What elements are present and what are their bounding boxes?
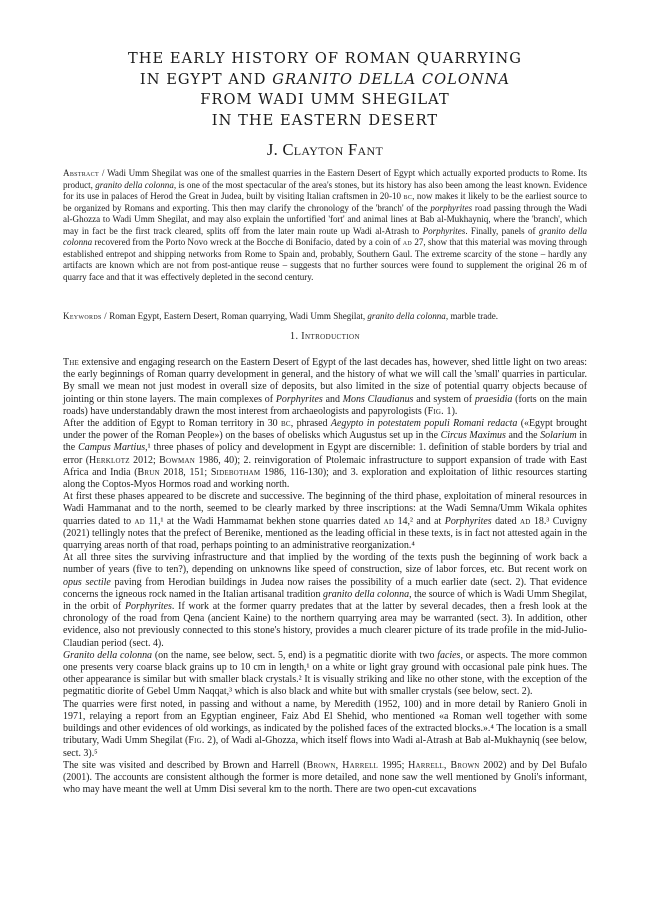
paragraph-7-run: 1995; xyxy=(378,759,409,771)
paragraph-3-run: dated xyxy=(491,515,521,527)
author-name: J. Clayton Fant xyxy=(266,140,384,159)
paragraph-2-run: Aegypto in potestatem populi Romani redacta xyxy=(330,418,518,430)
keywords-text-3: , marble trade. xyxy=(445,311,499,321)
paragraph-3-run: 11,¹ at the Wadi Hammamat bekhen stone quarries dated xyxy=(145,515,384,527)
paragraph-5-run: , or aspects. The more common one presents very coarse black grains up to 10 cm in length,¹ on a white or light gray ground with occasional pale pink hues. The other appearance is similar but with smaller black crystals.² It is visually striking and like no other stone, with the exception of the pegmatitic diorite of Gebel Umm Naqqat,³ which is also black and white but with smaller crystals (see below, sect. 2). xyxy=(63,649,588,698)
keywords-label: Keywords / xyxy=(63,311,107,321)
abstract-text-6: porphyrites xyxy=(430,202,473,213)
abstract-text-3: , is one of the most spectacular of the area's stones, but its history has also been among the least known. Evidence for its use in palaces of Herod the Great in Judea, built by visiting Italian craftsmen in 20-10 xyxy=(63,179,587,202)
paragraph-2-run: After the addition of Egypt to Roman territory in 30 xyxy=(63,418,281,430)
paragraph-2-run: , phrased xyxy=(290,418,331,430)
paragraph-7-run: 2002) and by Del Bufalo (2001). The accounts are consistent although the former is more detailed, and none saw the well mentioned by Gnoli's informant, who may have meant the well at Umm Disi several km to the north. There are two open-cut excavations xyxy=(63,759,587,796)
abstract-text-11: recovered from the Porto Novo wreck at the Bocche di Bonifacio, dated by a coin of xyxy=(92,237,403,248)
paragraph-4-run: , the source of which is Wadi Umm Shegilat, in the orbit of xyxy=(63,588,587,613)
paragraph-2 xyxy=(63,418,587,491)
paragraph-2-run: Sidebotham xyxy=(210,466,261,478)
abstract-text-8: Porphyrites xyxy=(422,225,466,236)
paragraph-1-run: Fig. 1 xyxy=(427,405,452,417)
paragraph-1-run: and xyxy=(322,393,343,405)
paragraph-2-run: bc xyxy=(281,418,291,430)
paragraph-4-run: . If work at the former quarry predates that at the latter by several decades, then a fresh look at the chronology of the road from Qena (ancient Kaine) to the northern quarrying area may be warranted (sect. 3). In addition, other evidence, also not previously connected to this stone's history, provides a much clearer picture of its trade profile in the mid-Julio-Claudian period (sect. 4). xyxy=(63,601,588,649)
paragraph-3-run: At first these phases appeared to be discrete and successive. The beginning of the third phase, exploitation of mineral resources in Wadi Hammanat and to the north, seemed to be clearly marked by three inscriptions: at the Wadi Semna/Umm Wikala ophites quarries dated to xyxy=(63,491,587,527)
abstract xyxy=(63,168,587,283)
paragraph-2-run: in the xyxy=(63,430,587,454)
paragraph-2-run: 2018, 151; xyxy=(159,466,211,478)
paragraph-3-run: 14,² and at xyxy=(394,515,445,527)
paragraph-4-run: granito della colonna xyxy=(322,588,410,600)
paragraph-2-run: 2012; xyxy=(129,454,160,466)
title-line-3: FROM WADI UMM SHEGILAT xyxy=(200,91,450,108)
paragraph-7-run: Harrell, Brown xyxy=(408,759,480,771)
paragraph-2-run: ,¹ three phases of policy and development in Egypt are discernible: 1. definition of stable borders by trial and error ( xyxy=(63,442,587,466)
paragraph-5-run: Granito della colonna xyxy=(63,649,153,661)
paragraph-3-run: 18.³ Cuvigny (2021) tellingly notes that the prefect of Berenike, mentioned as the leading official in these texts, is in fact not attested again in the quarrying areas north of that road, perhaps pointing to an administrative reorganization.⁴ xyxy=(63,515,588,552)
paragraph-6-run: Fig. 2 xyxy=(188,735,213,747)
article-title xyxy=(60,49,590,131)
paragraph-3-run: ad xyxy=(134,515,146,527)
paragraph-5-run: facies xyxy=(437,649,461,661)
paragraph-3 xyxy=(63,491,587,552)
title-italic-term: GRANITO DELLA COLONNA xyxy=(272,70,511,88)
paragraph-2-run: Circus Maximus xyxy=(440,430,506,442)
paragraph-2-run: Solarium xyxy=(540,430,577,442)
abstract-text-4: bc xyxy=(403,191,413,202)
paragraph-2-run: Brun xyxy=(137,466,160,478)
paragraph-2-run: Campus Martius xyxy=(78,442,146,454)
paragraph-4-run: paving from Herodian buildings in Judea now raises the possibility of a much earlier date (sect. 2). That evidence concerns the igneous rock named in the Italian artisanal tradition xyxy=(63,576,588,600)
paragraph-1-run: Porphyrites xyxy=(275,393,323,405)
title-line-2-text: IN EGYPT AND GRANITO DELLA COLONNA xyxy=(139,70,511,88)
keywords-text-2: granito della colonna xyxy=(367,311,446,321)
keywords xyxy=(63,311,587,323)
paragraph-2-run: Herklotz xyxy=(89,454,130,466)
paragraph-4-run: opus sectile xyxy=(63,576,111,588)
paragraph-2-run: («Egypt brought under the power of the Roman People») on the bases of obelisks which Augustus set up in the xyxy=(63,418,588,442)
abstract-text-5: , now makes it likely to be the earliest source to be organized by Romans and exporting. This then may clarify the chronology of the 'branch' of the xyxy=(63,191,587,213)
paragraph-1-run: (forts on the main roads) have understandably drawn the most interest from archaeologists and papyrologists ( xyxy=(63,393,587,417)
paragraph-6-run: The quarries were first noted, in passing and without a name, by Meredith (1952, 100) and in more detail by Raniero Gnoli in 1971, relaying a report from an Egyptian engineer, Faiz Abd El Shehid, who mentioned «a Roman well together with some buildings and other evidences of old workings, as indicated by the polished faces of the extracted blocks.».⁴ The location is a small tributary, Wadi Umm Shegilat ( xyxy=(63,698,587,747)
paragraph-3-run: Porphyrites xyxy=(444,515,492,527)
paragraph-1-run: extensive and engaging research on the Eastern Desert of Egypt of the last decades has, however, shed little light on two areas: the early beginnings of Roman quarry development in general, and the history of what we will call the 'small' quarries in particular. By small we mean not just modest in overall size of deposits, but also limited in the size of potential quarry objects because of jointing or thin stone layers. The main complexes of xyxy=(63,357,587,405)
section-heading: 1. Introduction xyxy=(290,331,360,342)
paragraph-2-run: and the xyxy=(505,430,541,442)
body-text xyxy=(63,357,587,796)
paragraph-5 xyxy=(63,650,587,699)
paragraph-1-run: and system of xyxy=(413,393,475,405)
paragraph-4 xyxy=(63,552,587,650)
paragraph-4-run: At all three sites the surviving infrastructure and that implied by the wording of the texts push the beginning of work back a number of years (five to ten?), depending on unknowns like speed of construction, size of labor forces, etc. But recent work on xyxy=(63,552,587,576)
abstract-text-7: road passing through the Wadi al-Ghozza to Wadi Umm Shegilat, and may also explain the unfortified 'fort' and animal lines at Bab al-Mukhayniq, where the 'branch', which may in fact be the first track cleared, splits off from the later main route up Wadi al-Atrash to xyxy=(63,202,587,236)
title-line-4: IN THE EASTERN DESERT xyxy=(211,111,439,129)
paragraph-1 xyxy=(63,357,587,418)
paragraph-7 xyxy=(63,760,587,797)
abstract-text-2: granito della colonna xyxy=(95,179,174,190)
title-line-1: THE EARLY HISTORY OF ROMAN QUARRYING xyxy=(127,50,523,67)
paragraph-2-run: 1986, 40); 2. reinvigoration of Ptolemaic infrastructure to support expansion of trade with East Africa and India ( xyxy=(63,454,587,478)
paragraph-3-run: ad xyxy=(383,515,395,527)
paragraph-6-run: ), of Wadi al-Ghozza, which itself flows into Wadi al-Atrash at Bab al-Mukhayniq (see below, sect. 3).⁵ xyxy=(63,735,587,759)
paragraph-1-run: praesidia xyxy=(474,393,513,405)
paragraph-4-run: Porphyrites xyxy=(124,601,172,613)
abstract-text-10: granito della colonna xyxy=(63,225,587,248)
paragraph-5-run: (on the name, see below, sect. 5, end) is a pegmatitic diorite with two xyxy=(152,649,438,661)
keywords-text-1: Roman Egypt, Eastern Desert, Roman quarrying, Wadi Umm Shegilat, xyxy=(106,311,368,321)
paragraph-7-run: The site was visited and described by Brown and Harrell ( xyxy=(63,759,307,771)
title-line-2 xyxy=(60,70,590,91)
paragraph-1-run: Mons Claudianus xyxy=(342,393,414,405)
abstract-label: Abstract / xyxy=(63,168,105,178)
abstract-text-13: 27, show that this material was moving through established entrepot and shipping networks from Rome to Spain and, probably, Southern Gaul. The extreme scarcity of the stone – hardly any artifacts are known which are not from post-antique reuse – suggests that no further sources were found to supplement the original 26 m of quarry face and that it was effectively depleted in the second century. xyxy=(63,237,587,282)
abstract-text-12: ad xyxy=(402,237,413,248)
paragraph-6 xyxy=(63,699,587,760)
paragraph-1-run: The xyxy=(63,357,80,368)
abstract-text-1: Wadi Umm Shegilat was one of the smallest quarries in the Eastern Desert of Egypt which actually exported products to Rome. Its product, xyxy=(63,168,587,190)
paragraph-2-run: Bowman xyxy=(159,454,195,466)
paragraph-7-run: Brown, Harrell xyxy=(306,759,379,771)
paragraph-3-run: ad xyxy=(520,515,531,527)
abstract-text-9: . Finally, panels of xyxy=(465,225,539,236)
paragraph-2-run: 1986, 116-130); and 3. exploration and exploitation of lithic resources starting along the Coptos-Myos Hormos road and working north. xyxy=(63,466,587,491)
paragraph-1-run: ). xyxy=(451,405,458,417)
